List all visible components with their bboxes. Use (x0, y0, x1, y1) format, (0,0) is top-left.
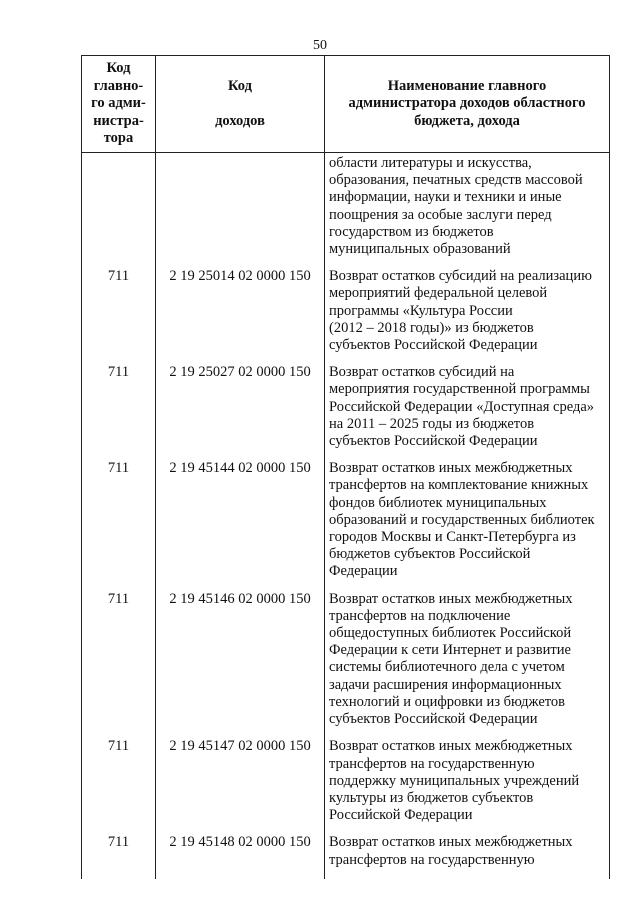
header-admin-code-line: Код (106, 60, 131, 77)
header-name-line: Наименование главного (387, 77, 547, 94)
description-line: Российской Федерации «Доступная среда» (329, 398, 595, 415)
description-line: Федерации к сети Интернет и развитие (329, 642, 571, 659)
income-code-cell: 2 19 45144 02 0000 150 (156, 460, 325, 590)
description-line: задачи расширения информационных (329, 676, 562, 693)
income-codes-table (81, 55, 610, 879)
description-line: образований и государственных библиотек (329, 511, 595, 528)
header-admin-code (82, 56, 156, 153)
admin-code-cell: 711 (82, 591, 156, 739)
description-cell (325, 738, 610, 834)
description-line: государством из бюджетов (329, 223, 494, 240)
header-admin-code-line: нистра- (93, 112, 144, 129)
description-line: области литературы и искусства, (329, 155, 532, 171)
admin-code-cell: 711 (82, 364, 156, 460)
description-line: городов Москвы и Санкт-Петербурга из (329, 529, 576, 546)
income-code-cell: 2 19 45148 02 0000 150 (156, 834, 325, 878)
description-line: трансфертов на государственную (329, 851, 535, 868)
table-body (82, 153, 610, 879)
income-code-cell: 2 19 45147 02 0000 150 (156, 738, 325, 834)
description-line: на 2011 – 2025 годы из бюджетов (329, 415, 535, 432)
header-admin-code-line: го адми- (91, 95, 146, 112)
header-name (325, 56, 610, 153)
header-admin-code-line: тора (103, 130, 134, 147)
header-income-code-line: доходов (215, 112, 265, 129)
description-line: бюджетов субъектов Российской (329, 546, 531, 563)
description-line: Возврат остатков иных межбюджетных (329, 460, 573, 477)
description-line: Возврат остатков субсидий на реализацию (329, 268, 592, 285)
description-cell (325, 834, 610, 878)
description-line: системы библиотечного дела с учетом (329, 659, 565, 676)
description-line: Российской Федерации (329, 807, 473, 824)
admin-code-cell: 711 (82, 834, 156, 878)
description-line: Возврат остатков иных межбюджетных (329, 834, 573, 851)
description-line: муниципальных образований (329, 241, 511, 258)
description-cell (325, 364, 610, 460)
description-cell (325, 268, 610, 364)
header-admin-code-line: главно- (93, 77, 144, 94)
description-line: поддержку муниципальных учреждений (329, 772, 580, 789)
description-cell (325, 591, 610, 739)
income-code-cell: 2 19 25027 02 0000 150 (156, 364, 325, 460)
description-line: Возврат остатков субсидий на (329, 364, 515, 381)
description-line: субъектов Российской Федерации (329, 337, 538, 354)
description-line: субъектов Российской Федерации (329, 433, 538, 450)
description-line: программы «Культура России (329, 302, 513, 319)
table-row (82, 364, 610, 460)
page-number: 50 (313, 38, 327, 53)
description-line: трансфертов на подключение (329, 607, 511, 624)
description-line: трансфертов на комплектование книжных (329, 477, 589, 494)
admin-code-cell: 711 (82, 460, 156, 590)
description-line: Федерации (329, 563, 398, 580)
admin-code-cell (82, 153, 156, 269)
table-header-row (82, 56, 610, 153)
description-line: мероприятий федеральной целевой (329, 285, 548, 302)
income-code-cell: 2 19 45146 02 0000 150 (156, 591, 325, 739)
table-row (82, 834, 610, 878)
description-line: образования, печатных средств массовой (329, 172, 583, 189)
income-code-cell: 2 19 25014 02 0000 150 (156, 268, 325, 364)
table-row (82, 268, 610, 364)
description-line: Возврат остатков иных межбюджетных (329, 738, 573, 755)
description-line: технологий и оцифровки из бюджетов (329, 693, 566, 710)
table-row (82, 738, 610, 834)
description-line: трансфертов на государственную (329, 755, 535, 772)
description-line: поощрения за особые заслуги перед (329, 206, 552, 223)
header-income-code (156, 56, 325, 153)
table-row-continuation (82, 153, 610, 269)
header-name-line: администратора доходов областного (348, 95, 586, 112)
income-code-cell (156, 153, 325, 269)
description-line: информации, науки и техники и иные (329, 189, 562, 206)
description-line: общедоступных библиотек Российской (329, 625, 572, 642)
description-line: мероприятия государственной программы (329, 381, 590, 398)
admin-code-cell: 711 (82, 738, 156, 834)
admin-code-cell: 711 (82, 268, 156, 364)
description-line: Возврат остатков иных межбюджетных (329, 590, 573, 607)
description-line: (2012 – 2018 годы)» из бюджетов (329, 319, 534, 336)
description-line: субъектов Российской Федерации (329, 711, 538, 728)
table-row (82, 591, 610, 739)
header-income-code-line: Код (228, 77, 252, 94)
description-cell (325, 460, 610, 590)
description-line: культуры из бюджетов субъектов (329, 789, 534, 806)
description-cell (325, 153, 610, 269)
description-line: фондов библиотек муниципальных (329, 494, 547, 511)
table-row (82, 460, 610, 590)
header-name-line: бюджета, дохода (414, 112, 520, 129)
